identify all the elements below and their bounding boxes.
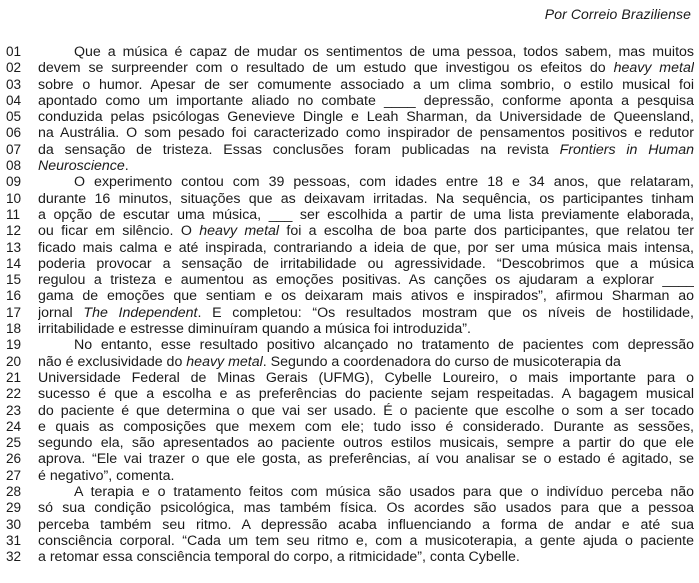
line-text [38,191,694,207]
line-text [38,419,694,435]
line-number: 02 [6,60,22,76]
text-line [6,191,694,207]
line-number: 27 [6,467,22,483]
text-line [6,517,694,533]
text-segment: regulou a tristeza e aumentou as emoções positivas. As canções os ajudaram a explorar ____ [38,272,694,289]
italic-segment: The Independent [83,304,198,321]
text-line [6,500,694,516]
line-text [38,256,694,272]
line-number: 07 [6,141,22,157]
line-text [38,288,694,304]
italic-segment: Frontiers in Human [559,141,694,158]
text-segment: No entanto, esse resultado positivo alcançado no tratamento de pacientes com depressão [74,337,694,354]
text-line [6,305,694,321]
text-line [6,158,694,174]
line-text [38,207,694,223]
text-segment: ficado mais calma e até inspirada, contrariando a ideia de que, por ser uma música mais intensa, [38,239,694,256]
text-line [6,44,694,60]
text-line [6,403,694,419]
text-segment: da sensação de tristeza. Essas conclusões foram publicadas na revista [38,141,560,158]
text-line [6,533,694,549]
line-text [38,500,694,516]
text-line [6,484,694,500]
line-number: 32 [6,549,22,565]
italic-segment: heavy metal [613,60,694,77]
text-segment: conduzida pelas psicólogas Genevieve Dingle e Leah Sharman, da Universidade de Queensland, [38,109,694,126]
text-line [6,93,694,109]
line-text [38,321,694,337]
text-segment: Universidade Federal de Minas Gerais (UFMG), Cybelle Loureiro, o mais importante para o [38,369,694,386]
line-number: 28 [6,484,22,500]
text-segment: . [124,158,129,175]
text-line [6,256,694,272]
text-line [6,321,694,337]
line-number: 30 [6,516,22,532]
text-line [6,549,694,565]
line-text [38,468,694,484]
text-line [6,142,694,158]
text-segment: . E completou: “Os resultados mostram que os níveis de hostilidade, [197,304,694,321]
line-number: 06 [6,125,22,141]
text-line [6,468,694,484]
line-number: 18 [6,321,22,337]
line-number: 10 [6,190,22,206]
line-number: 08 [6,158,22,174]
text-line [6,370,694,386]
line-text [38,517,694,533]
text-line [6,174,694,190]
line-text [38,305,694,321]
line-number: 19 [6,337,22,353]
text-segment: . Segundo a coordenadora do curso de musicoterapia da [262,353,621,370]
text-segment: sobre o humor. Apesar de ser comumente associado a um clima sombrio, o estilo musical foi [38,76,694,93]
text-line [6,240,694,256]
text-segment: A terapia e o tratamento feitos com música são usados para que o indivíduo perceba não [74,484,694,501]
text-line [6,337,694,353]
text-line [6,386,694,402]
text-line [6,207,694,223]
line-text [38,174,694,190]
line-number: 03 [6,76,22,92]
text-line [6,125,694,141]
numbered-text-body [6,44,694,566]
line-number: 26 [6,451,22,467]
line-text [38,354,694,370]
text-line [6,60,694,76]
italic-segment: Neuroscience [38,158,125,175]
text-segment: apontado como um importante aliado no combate ____ depressão, conforme aponta a pesquisa [38,92,694,109]
line-number: 15 [6,272,22,288]
text-segment: aprova. “Ele vai trazer o que ele gosta, as preferências, aí vou analisar se o estado é agitado, se [38,451,694,468]
text-segment: segundo ela, são apresentados ao paciente outros estilos musicais, sempre a partir do que ele [38,435,694,452]
line-number: 12 [6,223,22,239]
text-segment: só sua condição psicológica, mas também física. Os acordes são usados para que a pessoa [38,500,694,517]
line-text [38,109,694,125]
line-number: 13 [6,239,22,255]
text-segment: perceba também seu ritmo. A depressão acaba influenciando a forma de andar e até sua [38,516,694,533]
text-segment: gama de emoções que sentiam e os deixaram mais ativos e inspirados”, afirmou Sharman ao [38,288,694,305]
line-number: 22 [6,386,22,402]
line-number: 25 [6,435,22,451]
text-segment: poderia provocar a sensação de irritabilidade ou agressividade. “Descobrimos que a música [38,255,694,272]
line-text [38,240,694,256]
text-segment: sucesso é que a escolha e as preferências do paciente sejam respeitadas. A bagagem musical [38,386,694,403]
text-line [6,109,694,125]
text-line [6,288,694,304]
line-number: 04 [6,92,22,108]
line-text [38,60,694,76]
text-segment: consciência corporal. “Cada um tem seu ritmo e, com a musicoterapia, a gente ajuda o paciente [38,532,694,549]
text-segment: foi a escolha de boa parte dos participantes, que relatou ter [279,223,694,240]
text-segment: O experimento contou com 39 pessoas, com idades entre 18 e 34 anos, que relataram, [74,174,694,191]
text-segment: devem se surpreender com o resultado de um estudo que investigou os efeitos do [38,60,614,77]
line-text [38,549,694,565]
text-segment: irritabilidade e estresse diminuíram quando a música foi introduzida”. [38,321,471,338]
line-number: 17 [6,304,22,320]
line-text [38,142,694,158]
text-segment: é negativo”, comenta. [38,467,175,484]
text-segment: na Austrália. O som pesado foi caracterizado como inspirador de pensamentos positivos e redutor [38,125,694,142]
line-number: 09 [6,174,22,190]
text-line [6,354,694,370]
text-segment: não é exclusividade do [38,353,187,370]
text-segment: durante 16 minutos, situações que as deixavam irritadas. Na sequência, os participantes tinham [38,190,694,207]
text-line [6,451,694,467]
text-segment: do paciente é que determina o que vai ser usado. É o paciente que escolhe o som a ser tocado [38,402,694,419]
line-text [38,158,694,174]
text-segment: Que a música é capaz de mudar os sentimentos de uma pessoa, todos sabem, mas muitos [74,44,694,60]
italic-segment: heavy metal [186,353,263,370]
line-text [38,223,694,239]
line-text [38,370,694,386]
source-credit: Por Correio Braziliense [544,6,691,22]
text-line [6,223,694,239]
line-text [38,451,694,467]
line-text [38,533,694,549]
line-number: 31 [6,532,22,548]
line-text [38,386,694,402]
text-line [6,77,694,93]
line-text [38,272,694,288]
text-line [6,435,694,451]
line-text [38,435,694,451]
line-number: 14 [6,255,22,271]
line-text [38,93,694,109]
line-text [38,125,694,141]
line-number: 16 [6,288,22,304]
line-number: 24 [6,418,22,434]
text-line [6,272,694,288]
line-text [38,337,694,353]
text-segment: e quais as composições que mexem com ele; tudo isso é considerado. Durante as sessões, [38,418,694,435]
line-text [38,403,694,419]
text-segment: ou ficar em silêncio. O [38,223,200,240]
line-number: 29 [6,500,22,516]
line-number: 05 [6,109,22,125]
text-segment: a opção de escutar uma música, ___ ser escolhida a partir de uma lista previamente elaborada, [38,206,694,223]
line-number: 23 [6,402,22,418]
line-number: 11 [6,206,21,222]
line-number: 01 [6,44,22,59]
line-text [38,44,694,60]
line-number: 21 [6,369,22,385]
italic-segment: heavy metal [199,223,280,240]
line-text [38,77,694,93]
line-text [38,484,694,500]
text-segment: a retomar essa consciência temporal do corpo, a ritmicidade”, conta Cybelle. [38,549,520,566]
text-line [6,419,694,435]
line-number: 20 [6,353,22,369]
text-segment: jornal [38,304,84,321]
